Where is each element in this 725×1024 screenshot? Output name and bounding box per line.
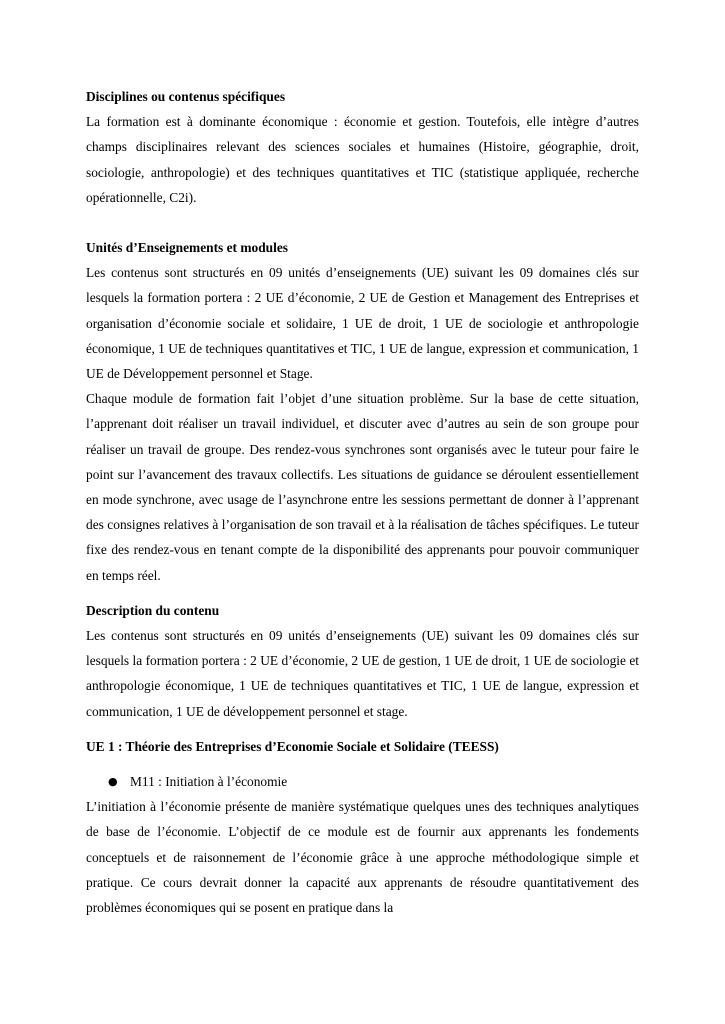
bullet-icon: ● [108,775,118,789]
section-heading-disciplines: Disciplines ou contenus spécifiques [86,89,286,104]
module-title: M11 : Initiation à l’économie [130,774,288,790]
spacer [86,724,639,734]
paragraph-unites-structure: Les contenus sont structurés en 09 unités d’enseignements (UE) suivant les 09 domaines clés sur lesquels la formation portera : 2 UE d’économie, 2 UE de Gestion et Management des Entreprises et organisation d’économie sociale et solidaire, 1 UE de droit, 1 UE de sociologie et anthropologie économique, 1 UE de techniques quantitatives et TIC, 1 UE de langue, expression et communication, 1 UE de Développement personnel et Stage. [86,265,639,382]
section-heading-description: Description du contenu [86,602,220,618]
module-list [86,769,639,794]
section-heading-ue1: UE 1 : Théorie des Entreprises d’Economie Sociale et Solidaire (TEESS) [86,738,499,754]
spacer [86,210,639,235]
list-item [86,769,639,794]
spacer [86,588,639,598]
paragraph-description: Les contenus sont structurés en 09 unités d’enseignements (UE) suivant les 09 domaines clés sur lesquels la formation portera : 2 UE d’économie, 2 UE de gestion, 1 UE de droit, 1 UE de sociologie et anthropologie économique, 1 UE de techniques quantitatives et TIC, 1 UE de langue, expression et communication, 1 UE de développement personnel et stage. [86,628,639,719]
section-heading-unites: Unités d’Enseignements et modules [86,240,288,256]
spacer [86,759,639,769]
paragraph-disciplines: La formation est à dominante économique : économie et gestion. Toutefois, elle intègre d’autres champs disciplinaires relevant des sciences sociales et humaines (Histoire, géographie, droit, sociologie, anthropologie) et des techniques quantitatives et TIC (statistique appliquée, recherche opérationnelle, C2i). [86,114,639,205]
paragraph-ue1-m11: L’initiation à l’économie présente de manière systématique quelques unes des techniques analytiques de base de l’économie. L’objectif de ce module est de fournir aux apprenants les fondements conceptuels et de raisonnement de l’économie grâce à une approche méthodologique simple et pratique. Ce cours devrait donner la capacité aux apprenants de résoudre quantitativement des problèmes économiques qui se posent en pratique dans la [86,799,639,916]
document-page [86,84,639,920]
paragraph-unites-modules: Chaque module de formation fait l’objet d’une situation problème. Sur la base de cette situation, l’apprenant doit réaliser un travail individuel, et discuter avec d’autres au sein de son groupe pour réaliser un travail de groupe. Des rendez-vous synchrones sont organisés avec le tuteur pour faire le point sur l’avancement des travaux collectifs. Les situations de guidance se déroulent essentiellement en mode synchrone, avec usage de l’asynchrone entre les sessions permettant de donner à l’apprenant des consignes relatives à l’organisation de son travail et à la réalisation de tâches spécifiques. Le tuteur fixe des rendez-vous en tenant compte de la disponibilité des apprenants pour pouvoir communiquer en temps réel. [86,391,639,583]
